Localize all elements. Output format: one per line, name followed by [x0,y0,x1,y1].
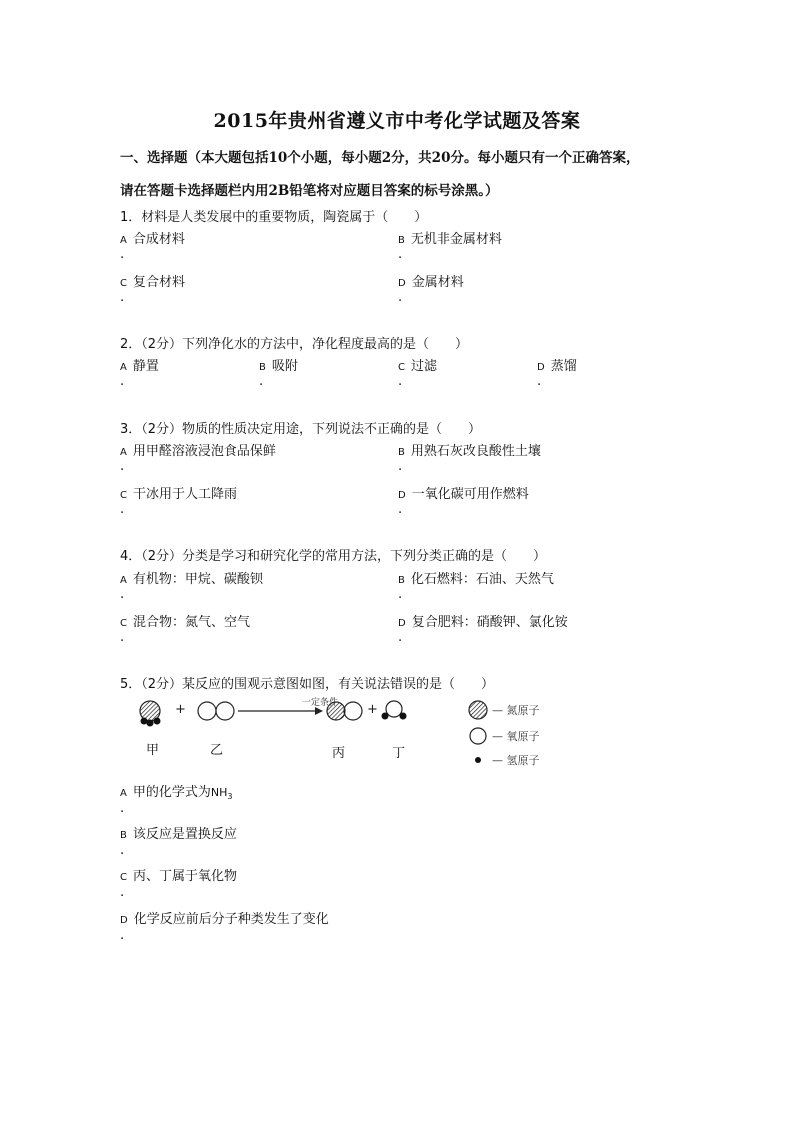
option-text: 用熟石灰改良酸性土壤 [410,444,541,459]
option-letter: C [120,490,127,501]
option-dot: . [120,801,125,816]
option-dot: . [537,374,542,389]
question-4-option-b[interactable] [398,568,554,587]
question-2-option-c[interactable] [398,355,437,374]
question-4-option-c[interactable] [120,611,250,630]
option-dot: . [120,587,125,602]
page-title: 2015年贵州省遵义市中考化学试题及答案 [213,110,581,132]
question-4-stem: 4．（2分）分类是学习和研究化学的常用方法，下列分类正确的是（ ） [120,549,547,564]
legend-hydrogen-label: — 氢原子 [492,754,540,767]
option-letter: D [398,618,406,629]
reaction-condition-label: 一定条件 [302,698,339,708]
option-letter: A [120,447,127,458]
question-2-option-a[interactable] [120,355,159,374]
question-1-option-c[interactable] [120,271,185,290]
plus-sign-1: + [175,702,186,717]
formula-nh3 [210,786,233,802]
label-bing: 丙 [332,746,346,761]
option-dot: . [398,459,403,474]
option-dot: . [120,459,125,474]
option-letter: D [398,490,406,501]
option-text: 合成材料 [132,232,185,247]
legend-oxygen-label: — 氧原子 [492,730,540,743]
option-letter: C [120,618,127,629]
option-dot: . [398,374,403,389]
option-dot: . [398,630,403,645]
option-text: 复合材料 [132,275,185,290]
molecule-ding [382,701,407,720]
option-letter: D [398,278,406,289]
option-text: 有机物：甲烷、碳酸钡 [132,572,263,587]
option-text: 该反应是置换反应 [132,827,237,842]
option-text: 混合物：氮气、空气 [132,615,250,630]
option-letter: D [120,915,128,926]
option-text: 甲的化学式为 [132,785,211,800]
section-intro-line-2: 请在答题卡选择题栏内用2B铅笔将对应题目答案的标号涂黑。） [120,183,499,199]
question-1-option-d[interactable] [398,271,464,290]
question-1-option-a[interactable] [120,228,185,247]
option-letter: A [120,235,127,246]
option-dot: . [120,928,125,943]
option-text: 复合肥料：硝酸钾、氯化铵 [411,615,568,630]
plus-sign-2: + [367,702,378,717]
label-yi: 乙 [210,743,224,758]
option-letter: A [120,575,127,586]
option-text: 蒸馏 [550,359,577,374]
question-2-stem: 2．（2分）下列净化水的方法中，净化程度最高的是（ ） [120,337,469,352]
option-letter: B [120,830,127,841]
molecule-yi [198,702,234,720]
question-2-option-b[interactable] [259,355,298,374]
legend-oxygen-symbol [470,728,486,744]
option-dot: . [120,502,125,517]
section-intro-line-1: 一、选择题（本大题包括10个小题，每小题2分，共20分。每小题只有一个正确答案， [120,150,640,166]
option-letter: B [259,362,266,373]
reaction-arrow [238,707,323,715]
option-text: 金属材料 [411,275,464,290]
option-letter: B [398,235,405,246]
option-dot: . [120,374,125,389]
option-dot: . [120,630,125,645]
option-dot: . [120,247,125,262]
option-letter: C [398,362,405,373]
question-3-stem: 3．（2分）物质的性质决定用途，下列说法不正确的是（ ） [120,422,482,437]
option-text: 一氧化碳可用作燃料 [411,487,529,502]
question-5-option-b[interactable] [120,823,237,842]
option-text: 用甲醛溶液浸泡食品保鲜 [132,444,276,459]
question-1-option-b[interactable] [398,228,502,247]
question-3-option-d[interactable] [398,483,529,502]
option-letter: B [398,447,405,458]
option-letter: C [120,278,127,289]
formula-base: NH [210,786,228,799]
option-text: 丙、丁属于氧化物 [132,869,237,884]
question-5-option-a[interactable] [120,781,232,801]
question-5-option-d[interactable] [120,908,329,927]
question-4-option-d[interactable] [398,611,568,630]
label-ding: 丁 [392,746,406,761]
option-text: 化石燃料：石油、天然气 [410,572,554,587]
question-3-option-a[interactable] [120,440,276,459]
question-3-option-c[interactable] [120,483,237,502]
option-dot: . [398,587,403,602]
option-dot: . [398,502,403,517]
option-dot: . [259,374,264,389]
formula-subscript: 3 [227,792,233,802]
reaction-diagram [130,695,590,775]
legend-hydrogen-symbol [475,757,481,763]
label-jia: 甲 [146,743,160,758]
option-text: 过滤 [410,359,437,374]
option-text: 干冰用于人工降雨 [132,487,237,502]
molecule-jia [140,701,161,727]
option-letter: B [398,575,405,586]
legend-nitrogen-symbol [469,701,487,719]
option-text: 吸附 [271,359,298,374]
question-4-option-a[interactable] [120,568,263,587]
option-text: 静置 [132,359,159,374]
question-5-stem: 5．（2分）某反应的围观示意图如图，有关说法错误的是（ ） [120,677,495,692]
question-2-option-d[interactable] [537,355,577,374]
option-letter: A [120,362,127,373]
option-dot: . [120,290,125,305]
option-dot: . [398,290,403,305]
question-3-option-b[interactable] [398,440,541,459]
option-letter: C [120,872,127,883]
option-text: 无机非金属材料 [410,232,502,247]
option-dot: . [120,843,125,858]
option-letter: D [537,362,545,373]
option-letter: A [120,788,127,799]
legend-nitrogen-label: — 氮原子 [492,704,540,717]
option-dot: . [398,247,403,262]
question-5-option-c[interactable] [120,865,237,884]
option-text: 化学反应前后分子种类发生了变化 [133,912,329,927]
option-dot: . [120,885,125,900]
question-1-stem: 1．材料是人类发展中的重要物质，陶瓷属于（ ） [120,210,428,225]
